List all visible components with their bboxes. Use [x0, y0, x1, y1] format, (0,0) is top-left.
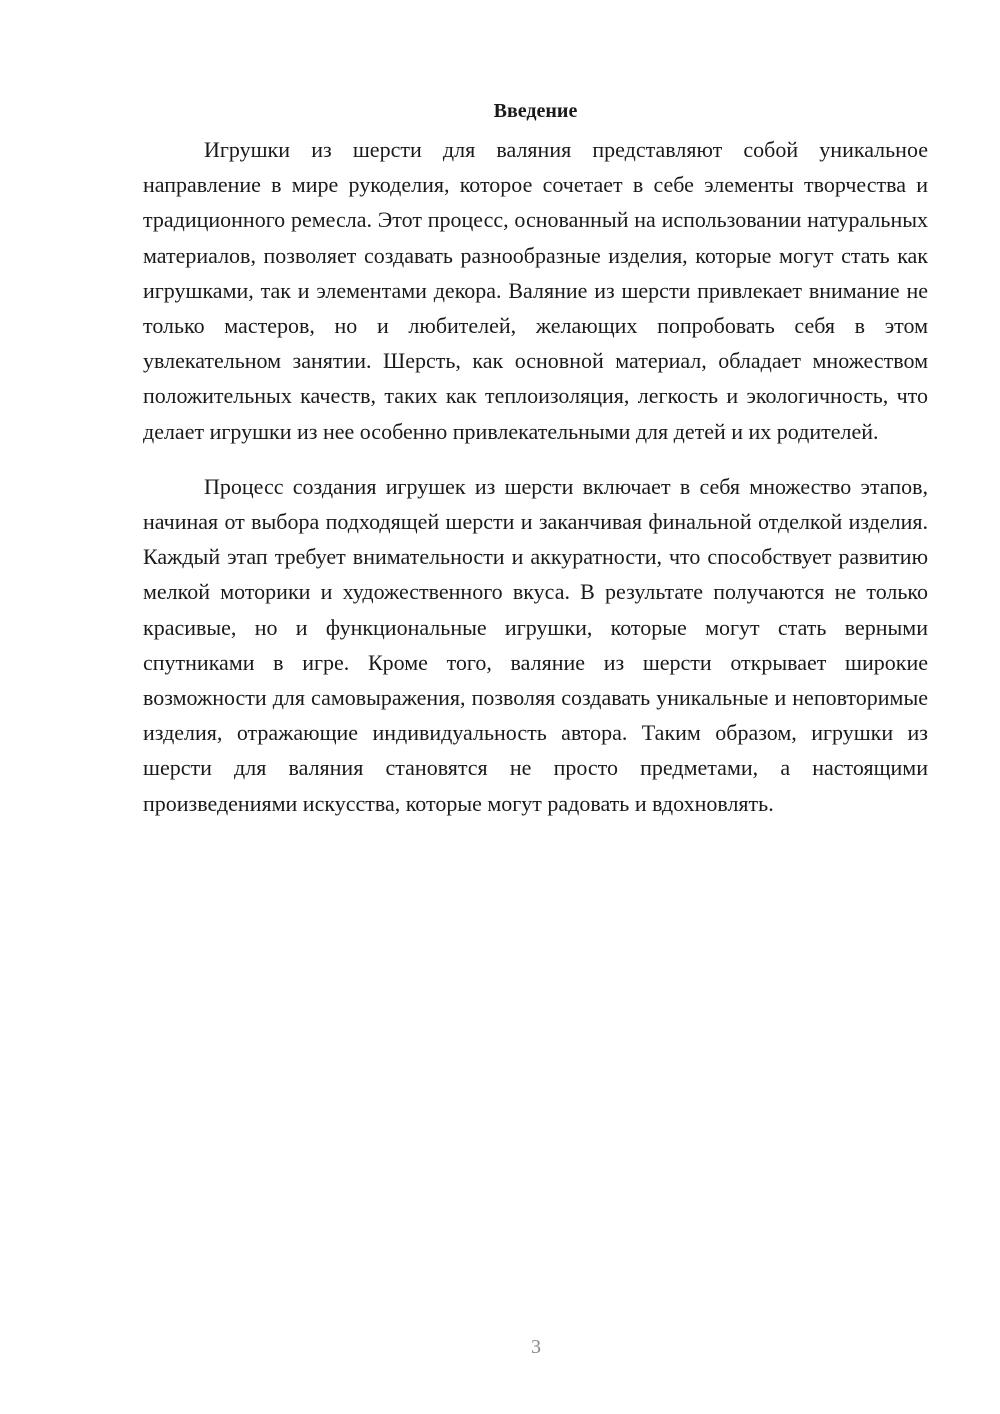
section-title: Введение [493, 100, 578, 122]
page-content [143, 93, 928, 821]
paragraph-2: Процесс создания игрушек из шерсти включает в себя множество этапов, начиная от выбора подходящей шерсти и заканчивая финальной отделкой изделия. Каждый этап требует внимательности и аккуратности, что способствует развитию мелкой моторики и художественного вкуса. В результате получаются не только красивые, но и функциональные игрушки, которые могут стать верными спутниками в игре. Кроме того, валяние из шерсти открывает широкие возможности для самовыражения, позволяя создавать уникальные и неповторимые изделия, отражающие индивидуальность автора. Таким образом, игрушки из шерсти для валяния становятся не просто предметами, а настоящими произведениями искусства, которые могут радовать и вдохновлять. [143, 473, 928, 816]
page-number: 3 [531, 1336, 541, 1358]
paragraph-1: Игрушки из шерсти для валяния представляют собой уникальное направление в мире рукоделия, которое сочетает в себе элементы творчества и традиционного ремесла. Этот процесс, основанный на использовании натуральных материалов, позволяет создавать разнообразные изделия, которые могут стать как игрушками, так и элементами декора. Валяние из шерсти привлекает внимание не только мастеров, но и любителей, желающих попробовать себя в этом увлекательном занятии. Шерсть, как основной материал, обладает множеством положительных качеств, таких как теплоизоляция, легкость и экологичность, что делает игрушки из нее особенно привлекательными для детей и их родителей. [143, 137, 928, 444]
